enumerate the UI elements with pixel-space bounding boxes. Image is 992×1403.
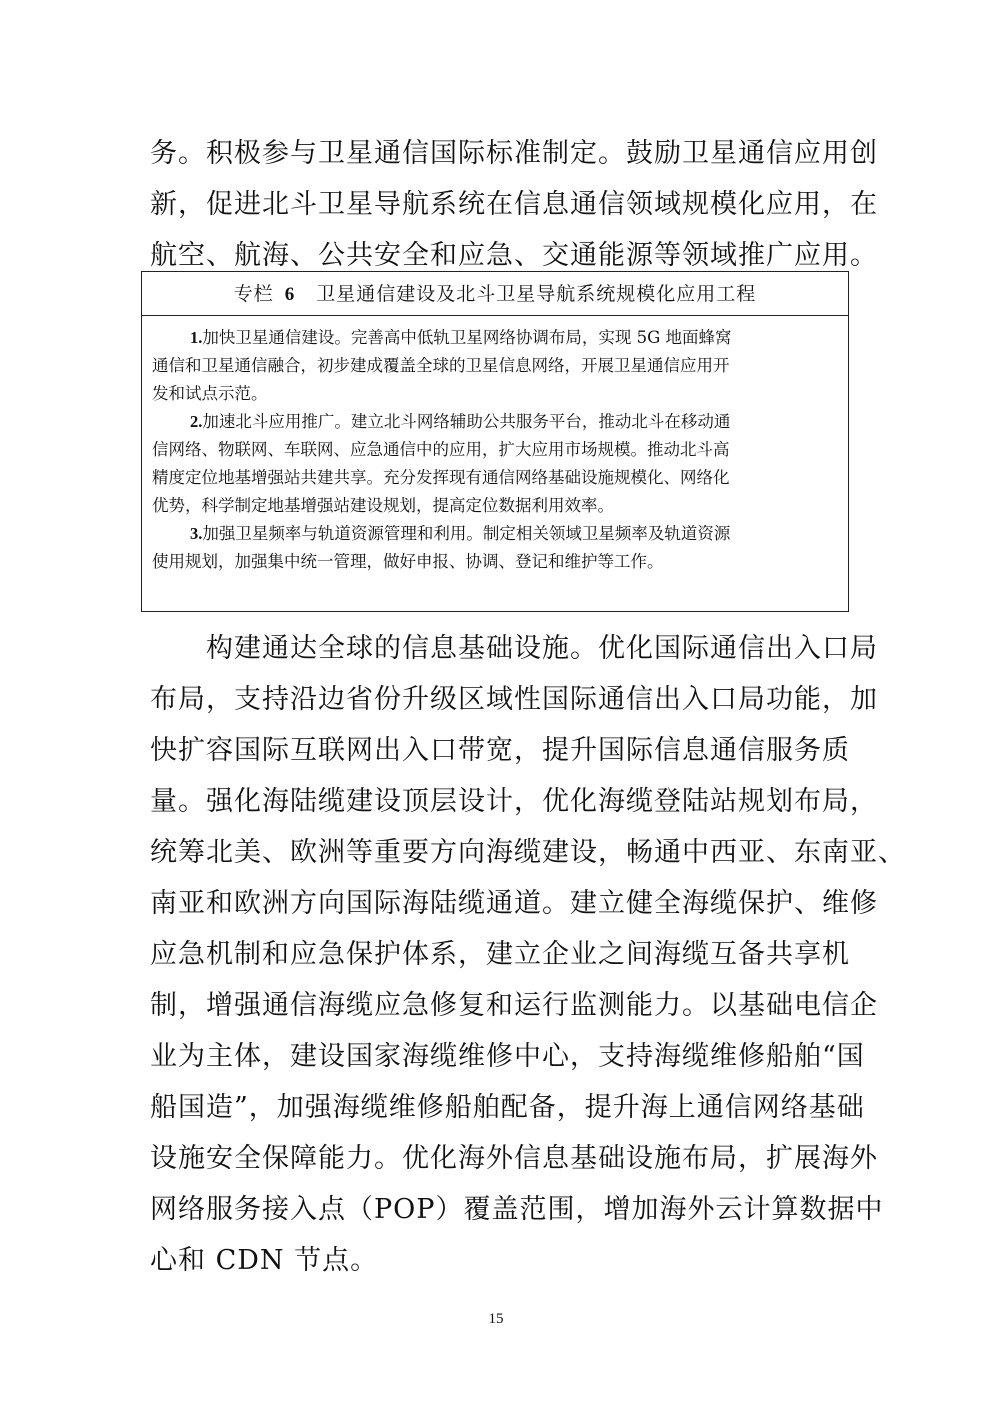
text-line: 业为主体，建设国家海缆维修中心，支持海缆维修船舶“国 (150, 1041, 865, 1072)
text-line: 加强卫星频率与轨道资源管理和利用。制定相关领域卫星频率及轨道资源 (202, 524, 731, 543)
text-line: 心和 CDN 节点。 (150, 1245, 379, 1276)
text-line: 加快卫星通信建设。完善高中低轨卫星网络协调布局，实现 5G 地面蜂窝 (202, 328, 732, 347)
text-line: 统筹北美、欧洲等重要方向海缆建设，畅通中西亚、东南亚、 (150, 837, 906, 868)
item-number: 2. (190, 412, 203, 431)
text-line: 设施安全保障能力。优化海外信息基础设施布局，扩展海外 (150, 1143, 878, 1174)
text-line: 南亚和欧洲方向国际海陆缆通道。建立健全海缆保护、维修 (150, 888, 878, 919)
text-line: 量。强化海陆缆建设顶层设计，优化海缆登陆站规划布局， (150, 786, 878, 817)
text-line: 信网络、物联网、车联网、应急通信中的应用，扩大应用市场规模。推动北斗高 (152, 440, 730, 459)
page-number: 15 (488, 1311, 504, 1327)
text-line: 精度定位地基增强站共建共享。充分发挥现有通信网络基础设施规模化、网络化 (152, 468, 730, 487)
text-line: 务。积极参与卫星通信国际标准制定。鼓励卫星通信应用创 (150, 138, 878, 169)
column-item-1 (152, 324, 840, 408)
item-number: 3. (190, 524, 203, 543)
column-body (142, 316, 848, 576)
column-box (141, 271, 849, 612)
text-line: 构建通达全球的信息基础设施。优化国际通信出入口局 (206, 633, 878, 664)
paragraph-global-infrastructure (150, 623, 906, 1286)
column-number: 6 (284, 284, 296, 305)
text-line: 船国造”，加强海缆维修船舶配备，提升海上通信网络基础 (150, 1092, 865, 1123)
column-item-2 (152, 408, 840, 520)
text-line: 优势，科学制定地基增强站建设规划，提高定位数据利用效率。 (152, 496, 614, 515)
text-line: 快扩容国际互联网出入口带宽，提升国际信息通信服务质 (150, 735, 850, 766)
text-line: 发和试点示范。 (152, 384, 268, 403)
text-line: 网络服务接入点（POP）覆盖范围，增加海外云计算数据中 (150, 1194, 884, 1225)
text-line: 新，促进北斗卫星导航系统在信息通信领域规模化应用，在 (150, 189, 878, 220)
text-line: 使用规划，加强集中统一管理，做好申报、协调、登记和维护等工作。 (152, 552, 664, 571)
text-line: 航空、航海、公共安全和应急、交通能源等领域推广应用。 (150, 240, 878, 271)
text-line: 布局，支持沿边省份升级区域性国际通信出入口局功能，加 (150, 684, 878, 715)
column-heading: 卫星通信建设及北斗卫星导航系统规模化应用工程 (316, 283, 757, 305)
text-line: 应急机制和应急保护体系，建立企业之间海缆互备共享机 (150, 939, 850, 970)
column-label: 专栏 (233, 283, 274, 305)
text-line: 通信和卫星通信融合，初步建成覆盖全球的卫星信息网络，开展卫星通信应用开 (152, 356, 730, 375)
item-number: 1. (190, 328, 203, 347)
text-line: 加速北斗应用推广。建立北斗网络辅助公共服务平台，推动北斗在移动通 (202, 412, 731, 431)
column-item-3 (152, 520, 840, 576)
paragraph-satellite-intro (150, 128, 878, 281)
text-line: 制，增强通信海缆应急修复和运行监测能力。以基础电信企 (150, 990, 878, 1021)
column-title (142, 272, 848, 316)
